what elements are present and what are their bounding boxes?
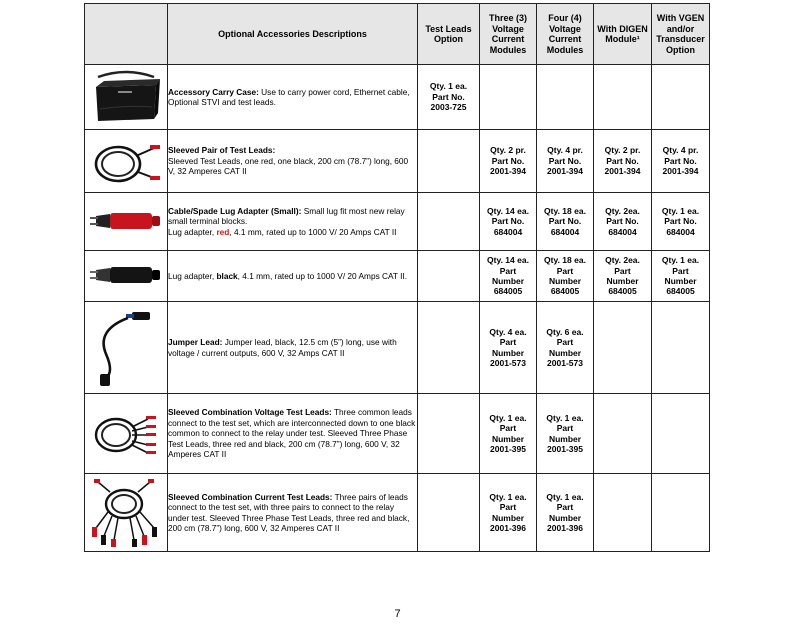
qty-test-leads xyxy=(418,302,480,394)
part-number: 2001-573 xyxy=(490,357,526,368)
part-number: 684005 xyxy=(608,286,637,297)
qty-four-modules xyxy=(537,394,594,474)
accessory-text: Sleeved Test Leads, one red, one black, 200 cm (78.7”) long, 600 V, 32 Amperes CAT II xyxy=(168,155,409,177)
qty-line: Qty. 1 ea. xyxy=(661,205,700,216)
accessory-text-suffix: , 4.1 mm, rated up to 1000 V/ 20 Amps CAT II xyxy=(229,226,397,237)
number-line: Number xyxy=(491,347,525,358)
page-number: 7 xyxy=(394,608,401,620)
qty-digen xyxy=(594,193,652,251)
part-line: Part xyxy=(499,502,517,513)
header-digen: With DIGEN Module¹ xyxy=(594,4,652,65)
part-line: Part No. xyxy=(606,155,639,166)
header-test-leads: Test Leads Option xyxy=(418,4,480,65)
accessory-description xyxy=(168,130,418,193)
header-three-modules: Three (3) Voltage Current Modules xyxy=(480,4,537,65)
accessory-description xyxy=(168,474,418,552)
qty-line: Qty. 14 ea. xyxy=(487,205,529,216)
qty-line: Qty. 2ea. xyxy=(605,205,640,216)
qty-four-modules xyxy=(537,65,594,130)
accessory-name: Sleeved Combination Current Test Leads: xyxy=(168,491,333,502)
qty-line: Qty. 18 ea. xyxy=(544,205,586,216)
qty-line: Qty. 18 ea. xyxy=(544,255,586,266)
qty-three-modules xyxy=(480,474,537,552)
part-number: 2001-396 xyxy=(490,522,526,533)
qty-digen xyxy=(594,394,652,474)
accessory-description xyxy=(168,65,418,130)
qty-test-leads xyxy=(418,130,480,193)
jumper-lead-icon xyxy=(85,302,168,394)
accessory-name: Jumper Lead: xyxy=(168,337,223,347)
part-line: Part No. xyxy=(491,155,525,166)
qty-line: Qty. 2 pr. xyxy=(604,145,641,156)
qty-test-leads xyxy=(418,65,480,130)
accessory-text: Three common leads connect to the test set, which are interconnected down to one black common to connect to the relay under test. Sleeved Three Phase Test Leads, three red and black, 200 cm (78.7”) long, 600 V, 32 Amperes CAT II xyxy=(168,407,416,460)
accessory-text-suffix: , 4.1 mm, rated up to 1000 V/ 20 Amps CAT II. xyxy=(237,270,408,281)
part-line: Part No. xyxy=(548,155,582,166)
table-row xyxy=(85,193,710,251)
part-number: 2001-573 xyxy=(547,357,583,368)
part-number: 2003-725 xyxy=(430,102,467,113)
carry-case-icon xyxy=(85,65,168,130)
qty-four-modules xyxy=(537,474,594,552)
qty-line: Qty. 4 ea. xyxy=(489,326,527,337)
accessory-text: Jumper lead, black, 12.5 cm (5”) long, use with voltage / current outputs, 600 V, 32 Amps CAT II xyxy=(168,337,397,358)
qty-line: Qty. 4 pr. xyxy=(662,145,699,156)
accessory-description xyxy=(168,193,418,251)
header-vgen: With VGEN and/or Transducer Option xyxy=(652,4,710,65)
qty-four-modules xyxy=(537,302,594,394)
part-number: 684004 xyxy=(493,226,523,237)
table-row xyxy=(85,65,710,130)
color-word-red: red xyxy=(216,226,230,237)
qty-three-modules xyxy=(480,130,537,193)
part-number: 2001-394 xyxy=(490,166,526,177)
part-line: Part xyxy=(614,265,631,276)
accessory-text: Use to carry power cord, Ethernet cable, Optional STVI and test leads. xyxy=(168,86,410,107)
part-line: Part xyxy=(499,423,517,434)
number-line: Number xyxy=(491,276,525,286)
qty-line: Qty. 1 ea. xyxy=(489,412,527,423)
qty-vgen xyxy=(652,302,710,394)
qty-line: Qty. 2ea. xyxy=(605,255,640,266)
part-number: 2001-394 xyxy=(662,166,699,177)
qty-vgen xyxy=(652,251,710,302)
qty-line: Qty. 6 ea. xyxy=(546,326,584,337)
part-line: Part xyxy=(556,337,574,348)
color-word-black: black xyxy=(216,270,238,281)
qty-vgen xyxy=(652,130,710,193)
accessories-table xyxy=(84,3,710,552)
table-row xyxy=(85,130,710,193)
header-four-modules: Four (4) Voltage Current Modules xyxy=(537,4,594,65)
number-line: Number xyxy=(548,512,582,523)
qty-line: Qty. 1 ea. xyxy=(661,255,700,266)
part-number: 2001-394 xyxy=(604,166,641,177)
header-row xyxy=(85,4,710,65)
qty-line: Qty. 1 ea. xyxy=(489,491,527,502)
part-line: Part xyxy=(556,502,574,513)
table-row xyxy=(85,394,710,474)
part-number: 2001-395 xyxy=(547,443,583,454)
qty-vgen xyxy=(652,474,710,552)
number-line: Number xyxy=(491,433,525,444)
part-number: 684004 xyxy=(608,226,637,237)
part-number: 2001-395 xyxy=(490,443,526,454)
qty-four-modules xyxy=(537,130,594,193)
number-line: Number xyxy=(548,347,582,358)
accessory-text-prefix: Lug adapter, xyxy=(168,226,217,237)
qty-vgen xyxy=(652,193,710,251)
qty-vgen xyxy=(652,65,710,130)
accessory-text-prefix: Lug adapter, xyxy=(168,270,217,281)
qty-line: Qty. 4 pr. xyxy=(547,145,583,156)
qty-digen xyxy=(594,302,652,394)
accessory-name: Cable/Spade Lug Adapter (Small): xyxy=(168,205,302,216)
part-number: 2001-394 xyxy=(547,166,583,177)
qty-digen xyxy=(594,130,652,193)
red-lug-adapter-icon xyxy=(85,193,168,251)
part-line: Part No. xyxy=(548,216,582,227)
table-row xyxy=(85,474,710,552)
table-row xyxy=(85,302,710,394)
header-image-cell xyxy=(85,4,168,65)
qty-four-modules xyxy=(537,193,594,251)
current-combination-leads-icon xyxy=(85,474,168,552)
qty-test-leads xyxy=(418,251,480,302)
qty-three-modules xyxy=(480,65,537,130)
part-line: Part xyxy=(556,265,574,276)
part-number: 684005 xyxy=(550,286,580,297)
part-line: Part No. xyxy=(664,155,697,166)
header-description: Optional Accessories Descriptions xyxy=(168,4,418,65)
part-line: Part xyxy=(499,337,517,348)
accessory-description xyxy=(168,302,418,394)
part-line: Part xyxy=(672,265,689,276)
part-number: 684005 xyxy=(493,286,523,297)
qty-line: Qty. 1 ea. xyxy=(546,412,584,423)
table-row xyxy=(85,251,710,302)
qty-line: Qty. 14 ea. xyxy=(487,255,529,266)
number-line: Number xyxy=(491,512,525,523)
qty-three-modules xyxy=(480,394,537,474)
accessory-description xyxy=(168,251,418,302)
number-line: Number xyxy=(664,276,697,286)
qty-test-leads xyxy=(418,394,480,474)
voltage-combination-leads-icon xyxy=(85,394,168,474)
part-number: 684004 xyxy=(666,226,695,237)
part-line: Part No. xyxy=(432,91,465,102)
qty-three-modules xyxy=(480,193,537,251)
qty-digen xyxy=(594,65,652,130)
accessory-name: Sleeved Pair of Test Leads: xyxy=(168,145,276,156)
part-line: Part xyxy=(499,265,517,276)
part-line: Part No. xyxy=(491,216,525,227)
qty-line: Qty. 1 ea. xyxy=(546,491,584,502)
qty-three-modules xyxy=(480,251,537,302)
qty-digen xyxy=(594,474,652,552)
part-line: Part No. xyxy=(606,216,639,227)
qty-line: Qty. 1 ea. xyxy=(429,81,468,92)
part-number: 2001-396 xyxy=(547,522,583,533)
number-line: Number xyxy=(548,276,582,286)
qty-test-leads xyxy=(418,193,480,251)
black-lug-adapter-icon xyxy=(85,251,168,302)
number-line: Number xyxy=(606,276,639,286)
part-line: Part xyxy=(556,423,574,434)
part-line: Part No. xyxy=(664,216,697,227)
qty-digen xyxy=(594,251,652,302)
qty-test-leads xyxy=(418,474,480,552)
accessory-text: Three pairs of leads connect to the test set, with three pairs to connect to the relay under test. Sleeved Three Phase Test Leads, three red and black, 200 cm (78.7”) long, 600 V, 32 Amperes CAT II xyxy=(168,491,410,533)
accessory-name: Sleeved Combination Voltage Test Leads: xyxy=(168,407,332,418)
part-number: 684005 xyxy=(666,286,695,297)
accessory-text: Small lug fit most new relay small terminal blocks. xyxy=(168,205,405,227)
part-number: 684004 xyxy=(550,226,580,237)
accessory-name: Accessory Carry Case: xyxy=(168,86,259,97)
qty-three-modules xyxy=(480,302,537,394)
qty-vgen xyxy=(652,394,710,474)
accessory-description xyxy=(168,394,418,474)
sleeved-test-leads-icon xyxy=(85,130,168,193)
qty-four-modules xyxy=(537,251,594,302)
qty-line: Qty. 2 pr. xyxy=(490,145,526,156)
number-line: Number xyxy=(548,433,582,444)
